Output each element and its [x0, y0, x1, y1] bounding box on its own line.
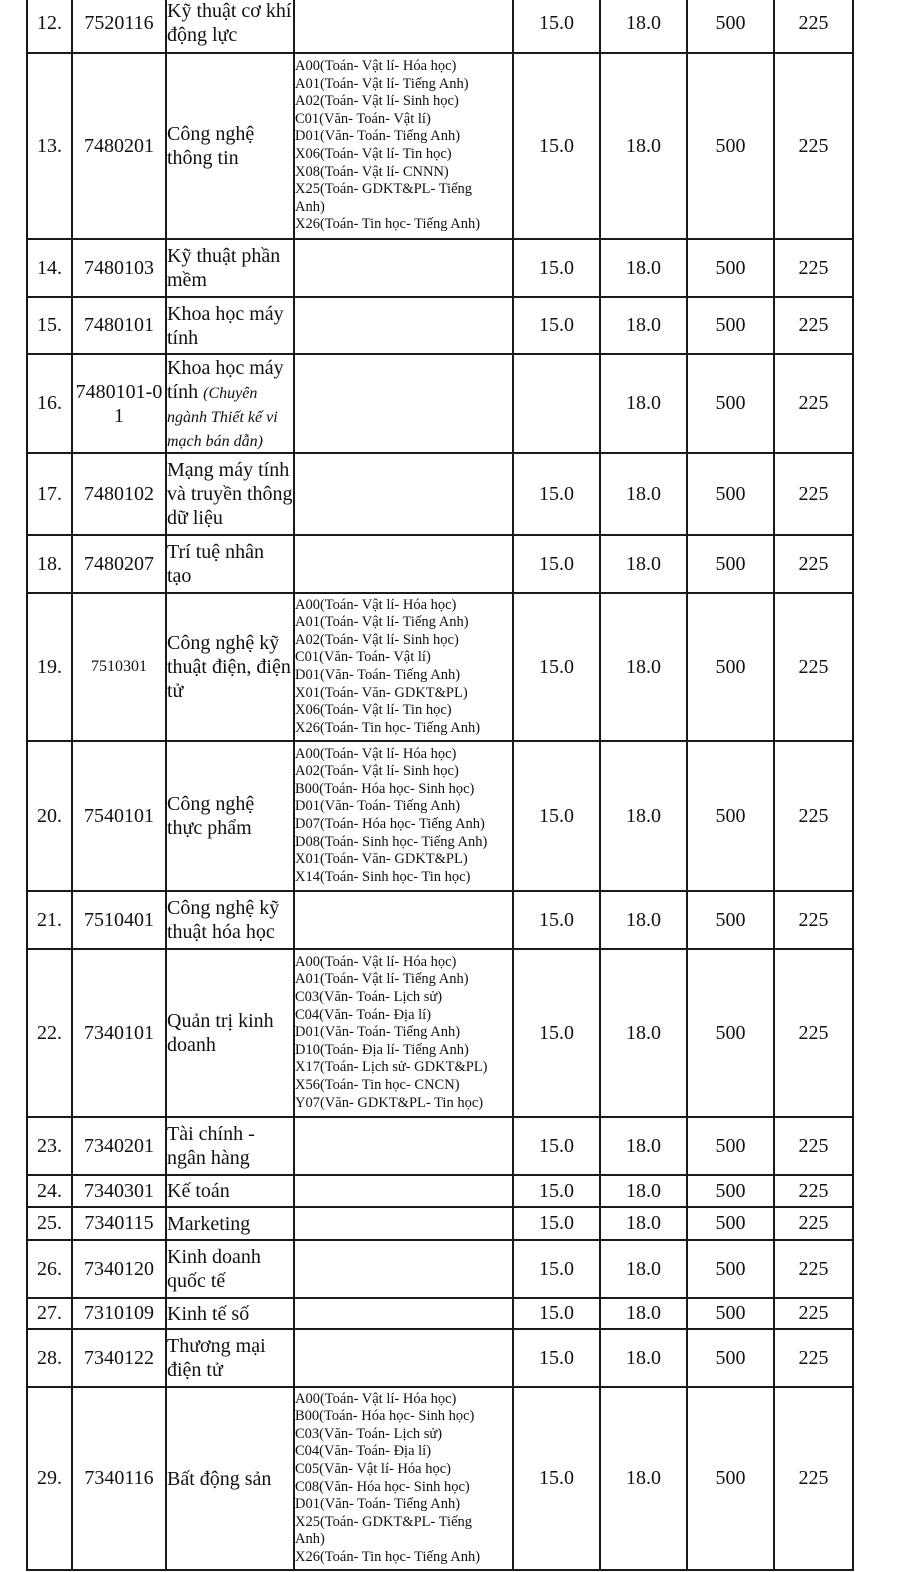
combination-item: C01(Văn- Toán- Vật lí)	[295, 110, 431, 127]
table-row	[27, 297, 853, 354]
combination-item: D01(Văn- Toán- Tiếng Anh)	[295, 1496, 461, 1513]
table-row	[27, 0, 853, 53]
score-a: 15.0	[513, 239, 600, 297]
major-name	[166, 297, 294, 354]
row-number: 12.	[27, 0, 72, 53]
row-number: 28.	[27, 1329, 72, 1387]
combination-item: A01(Toán- Vật lí- Tiếng Anh)	[295, 75, 469, 92]
major-code-text: 7540101	[84, 804, 154, 827]
score-a: 15.0	[513, 1240, 600, 1298]
major-name-text: Khoa học máy tính	[167, 356, 284, 403]
major-name-text: Thương mại điện tử	[167, 1335, 266, 1381]
table-row	[27, 453, 853, 535]
table-row	[27, 593, 853, 741]
major-code	[72, 354, 166, 453]
score-d: 225	[774, 593, 853, 741]
major-code-text: 7510301	[91, 658, 147, 675]
score-b: 18.0	[600, 1329, 687, 1387]
score-d: 225	[774, 297, 853, 354]
major-name-text: Mạng máy tính và truyền thông dữ liệu	[167, 459, 293, 529]
major-name-text: Kỹ thuật phần mềm	[167, 245, 281, 291]
subject-combinations	[294, 1298, 513, 1329]
table-body	[27, 0, 853, 1570]
combination-item: C05(Văn- Vật lí- Hóa học)	[295, 1460, 451, 1477]
combination-item: Anh)	[295, 198, 325, 215]
subject-combinations	[294, 891, 513, 949]
major-code-text: 7520116	[84, 11, 154, 34]
score-d: 225	[774, 1298, 853, 1329]
major-code-text: 7510401	[84, 908, 154, 931]
score-d: 225	[774, 1329, 853, 1387]
combination-item: D10(Toán- Địa lí- Tiếng Anh)	[295, 1041, 469, 1058]
combination-item: C08(Văn- Hóa học- Sinh học)	[295, 1478, 470, 1495]
subject-combinations	[294, 1240, 513, 1298]
major-code	[72, 1387, 166, 1570]
score-a: 15.0	[513, 949, 600, 1117]
subject-combinations	[294, 354, 513, 453]
major-code	[72, 53, 166, 239]
combination-item: A01(Toán- Vật lí- Tiếng Anh)	[295, 614, 469, 631]
score-a: 15.0	[513, 535, 600, 593]
score-a: 15.0	[513, 53, 600, 239]
subject-combinations	[294, 741, 513, 891]
score-c: 500	[687, 1298, 774, 1329]
row-number: 25.	[27, 1207, 72, 1240]
major-code-text: 7340301	[84, 1179, 154, 1202]
score-b: 18.0	[600, 741, 687, 891]
combination-item: A00(Toán- Vật lí- Hóa học)	[295, 745, 457, 762]
combination-item: D01(Văn- Toán- Tiếng Anh)	[295, 798, 461, 815]
score-c: 500	[687, 239, 774, 297]
row-number: 22.	[27, 949, 72, 1117]
combination-item: D01(Văn- Toán- Tiếng Anh)	[295, 667, 461, 683]
score-c: 500	[687, 297, 774, 354]
major-code	[72, 1329, 166, 1387]
score-b: 18.0	[600, 1207, 687, 1240]
table-row	[27, 1175, 853, 1207]
score-a: 15.0	[513, 1175, 600, 1207]
subject-combinations	[294, 453, 513, 535]
combination-item: X26(Toán- Tin học- Tiếng Anh)	[295, 216, 481, 233]
major-name	[166, 891, 294, 949]
score-c: 500	[687, 1207, 774, 1240]
major-name	[166, 1387, 294, 1570]
score-c: 500	[687, 0, 774, 53]
score-a: 15.0	[513, 891, 600, 949]
score-d: 225	[774, 354, 853, 453]
table-row	[27, 1329, 853, 1387]
row-number: 19.	[27, 593, 72, 741]
score-c: 500	[687, 535, 774, 593]
score-a: 15.0	[513, 1117, 600, 1175]
combination-item: C01(Văn- Toán- Vật lí)	[295, 649, 431, 666]
major-code	[72, 239, 166, 297]
subject-combinations	[294, 593, 513, 741]
major-name	[166, 535, 294, 593]
combination-item: A00(Toán- Vật lí- Hóa học)	[295, 1390, 457, 1407]
combination-item: Y07(Văn- GDKT&PL- Tin học)	[295, 1094, 484, 1111]
table-row	[27, 239, 853, 297]
subject-combinations	[294, 297, 513, 354]
score-c: 500	[687, 453, 774, 535]
score-d: 225	[774, 949, 853, 1117]
score-c: 500	[687, 354, 774, 453]
major-code-text: 7480201	[84, 134, 154, 157]
major-code	[72, 1207, 166, 1240]
major-name	[166, 1117, 294, 1175]
combination-item: A02(Toán- Vật lí- Sinh học)	[295, 763, 459, 780]
table-row	[27, 741, 853, 891]
major-code	[72, 593, 166, 741]
score-d: 225	[774, 891, 853, 949]
major-name-text: Công nghệ thực phẩm	[167, 793, 255, 839]
combination-item: X06(Toán- Vật lí- Tin học)	[295, 146, 452, 162]
subject-combinations	[294, 1117, 513, 1175]
combination-item: X06(Toán- Vật lí- Tin học)	[295, 702, 452, 719]
major-name	[166, 0, 294, 53]
combination-item: X26(Toán- Tin học- Tiếng Anh)	[295, 719, 481, 736]
major-code	[72, 453, 166, 535]
table-row	[27, 1240, 853, 1298]
score-a: 15.0	[513, 741, 600, 891]
score-b: 18.0	[600, 1298, 687, 1329]
combination-item: A00(Toán- Vật lí- Hóa học)	[295, 596, 457, 613]
major-name-text: Tài chính - ngân hàng	[167, 1123, 255, 1169]
major-code-text: 7340201	[84, 1134, 154, 1157]
table-row	[27, 535, 853, 593]
combination-item: X14(Toán- Sinh học- Tin học)	[295, 868, 471, 885]
score-b: 18.0	[600, 1387, 687, 1570]
table-row	[27, 1387, 853, 1570]
major-name	[166, 354, 294, 453]
score-c: 500	[687, 53, 774, 239]
major-code	[72, 1298, 166, 1329]
score-d: 225	[774, 1240, 853, 1298]
score-d: 225	[774, 453, 853, 535]
row-number: 24.	[27, 1175, 72, 1207]
subject-combinations	[294, 1329, 513, 1387]
subject-combinations	[294, 239, 513, 297]
score-c: 500	[687, 1387, 774, 1570]
combination-item: A00(Toán- Vật lí- Hóa học)	[295, 58, 457, 75]
combination-item: X26(Toán- Tin học- Tiếng Anh)	[295, 1548, 481, 1565]
major-code-text: 7340115	[84, 1212, 154, 1234]
score-b: 18.0	[600, 453, 687, 535]
score-c: 500	[687, 1117, 774, 1175]
combination-item: C03(Văn- Toán- Lịch sử)	[295, 1425, 443, 1442]
combination-item: A02(Toán- Vật lí- Sinh học)	[295, 631, 459, 648]
major-code	[72, 1240, 166, 1298]
table-row	[27, 1298, 853, 1329]
score-c: 500	[687, 891, 774, 949]
combination-item: X08(Toán- Vật lí- CNNN)	[295, 163, 449, 180]
combination-item: B00(Toán- Hóa học- Sinh học)	[295, 780, 475, 797]
row-number: 27.	[27, 1298, 72, 1329]
combination-item: A00(Toán- Vật lí- Hóa học)	[295, 953, 457, 970]
subject-combinations	[294, 1387, 513, 1570]
combination-item: X17(Toán- Lịch sử- GDKT&PL)	[295, 1059, 488, 1076]
subject-combinations	[294, 949, 513, 1117]
row-number: 23.	[27, 1117, 72, 1175]
score-c: 500	[687, 1329, 774, 1387]
major-code	[72, 297, 166, 354]
major-name	[166, 453, 294, 535]
score-b: 18.0	[600, 535, 687, 593]
subject-combinations	[294, 535, 513, 593]
combination-item: B00(Toán- Hóa học- Sinh học)	[295, 1408, 475, 1425]
combination-item: D08(Toán- Sinh học- Tiếng Anh)	[295, 833, 488, 850]
score-d: 225	[774, 1117, 853, 1175]
score-b: 18.0	[600, 297, 687, 354]
major-name-text: Kinh tế số	[167, 1302, 250, 1325]
combination-item: C04(Văn- Toán- Địa lí)	[295, 1443, 432, 1460]
combination-item: X25(Toán- GDKT&PL- Tiếng	[295, 181, 473, 198]
score-b: 18.0	[600, 53, 687, 239]
row-number: 17.	[27, 453, 72, 535]
table-row	[27, 1117, 853, 1175]
score-d: 225	[774, 1207, 853, 1240]
combination-item: C04(Văn- Toán- Địa lí)	[295, 1006, 432, 1023]
major-name	[166, 741, 294, 891]
score-d: 225	[774, 535, 853, 593]
major-code	[72, 0, 166, 53]
combination-item: D01(Văn- Toán- Tiếng Anh)	[295, 1024, 461, 1041]
major-code-text: 7310109	[84, 1302, 154, 1324]
major-name-text: Marketing	[167, 1212, 251, 1235]
score-a: 15.0	[513, 593, 600, 741]
major-name	[166, 1240, 294, 1298]
score-c: 500	[687, 593, 774, 741]
major-code-text: 7480103	[84, 256, 154, 279]
score-a: 15.0	[513, 453, 600, 535]
major-code	[72, 949, 166, 1117]
score-a: 15.0	[513, 297, 600, 354]
score-a: 15.0	[513, 1207, 600, 1240]
subject-combinations	[294, 53, 513, 239]
major-name-text: Kế toán	[167, 1180, 230, 1202]
row-number: 14.	[27, 239, 72, 297]
score-b: 18.0	[600, 239, 687, 297]
major-name-text: Khoa học máy tính	[167, 302, 284, 349]
table-row	[27, 354, 853, 453]
major-note: (Chuyên ngành Thiết kế vi mạch bán dẫn)	[167, 384, 278, 450]
table-row	[27, 949, 853, 1117]
major-name-text: Bất động sản	[167, 1467, 272, 1490]
score-d: 225	[774, 0, 853, 53]
major-code-text: 7340116	[84, 1467, 154, 1489]
major-code	[72, 535, 166, 593]
row-number: 16.	[27, 354, 72, 453]
score-b: 18.0	[600, 0, 687, 53]
combination-item: C03(Văn- Toán- Lịch sử)	[295, 989, 443, 1006]
subject-combinations	[294, 0, 513, 53]
combination-item: X25(Toán- GDKT&PL- Tiếng	[295, 1513, 473, 1530]
major-code-text: 7480101	[84, 314, 154, 336]
combination-item: Anh)	[295, 1531, 325, 1548]
row-number: 21.	[27, 891, 72, 949]
major-name	[166, 53, 294, 239]
major-code	[72, 741, 166, 891]
score-d: 225	[774, 53, 853, 239]
score-b: 18.0	[600, 1117, 687, 1175]
major-code	[72, 891, 166, 949]
major-name	[166, 1298, 294, 1329]
major-code-text: 7480207	[84, 552, 154, 575]
table-row	[27, 1207, 853, 1240]
combination-item: X56(Toán- Tin học- CNCN)	[295, 1076, 460, 1093]
major-name	[166, 949, 294, 1117]
major-name	[166, 239, 294, 297]
score-a: 15.0	[513, 1387, 600, 1570]
score-b: 18.0	[600, 1240, 687, 1298]
major-name	[166, 1329, 294, 1387]
score-a	[513, 354, 600, 453]
major-name	[166, 1207, 294, 1240]
row-number: 18.	[27, 535, 72, 593]
combination-item: A02(Toán- Vật lí- Sinh học)	[295, 93, 459, 110]
score-b: 18.0	[600, 949, 687, 1117]
score-b: 18.0	[600, 354, 687, 453]
major-name-text: Kinh doanh quốc tế	[167, 1246, 261, 1292]
row-number: 26.	[27, 1240, 72, 1298]
major-code-text: 7340101	[84, 1021, 154, 1044]
score-b: 18.0	[600, 593, 687, 741]
subject-combinations	[294, 1207, 513, 1240]
major-name-text: Kỹ thuật cơ khí động lực	[167, 0, 292, 46]
major-name	[166, 1175, 294, 1207]
admissions-table	[26, 0, 854, 1571]
major-name-text: Công nghệ kỹ thuật điện, điện tử	[167, 632, 291, 702]
row-number: 13.	[27, 53, 72, 239]
major-code-text: 7480101-01	[75, 380, 163, 427]
major-name-text: Công nghệ kỹ thuật hóa học	[167, 897, 280, 943]
score-a: 15.0	[513, 0, 600, 53]
row-number: 20.	[27, 741, 72, 891]
major-code-text: 7340122	[84, 1346, 154, 1369]
major-name-text: Trí tuệ nhân tạo	[167, 541, 265, 587]
score-c: 500	[687, 1175, 774, 1207]
major-name-text: Quản trị kinh doanh	[167, 1010, 274, 1056]
table-row	[27, 53, 853, 239]
score-c: 500	[687, 949, 774, 1117]
major-name-text: Công nghệ thông tin	[167, 123, 255, 169]
row-number: 29.	[27, 1387, 72, 1570]
score-d: 225	[774, 1387, 853, 1570]
score-a: 15.0	[513, 1298, 600, 1329]
subject-combinations	[294, 1175, 513, 1207]
major-code	[72, 1175, 166, 1207]
score-c: 500	[687, 741, 774, 891]
table-row	[27, 891, 853, 949]
score-d: 225	[774, 239, 853, 297]
combination-item: X01(Toán- Văn- GDKT&PL)	[295, 684, 468, 701]
score-c: 500	[687, 1240, 774, 1298]
score-d: 225	[774, 741, 853, 891]
major-code-text: 7480102	[84, 482, 154, 505]
combination-item: A01(Toán- Vật lí- Tiếng Anh)	[295, 971, 469, 988]
combination-item: D07(Toán- Hóa học- Tiếng Anh)	[295, 816, 485, 832]
score-a: 15.0	[513, 1329, 600, 1387]
row-number: 15.	[27, 297, 72, 354]
major-name	[166, 593, 294, 741]
score-b: 18.0	[600, 891, 687, 949]
combination-item: D01(Văn- Toán- Tiếng Anh)	[295, 128, 461, 145]
major-code	[72, 1117, 166, 1175]
score-d: 225	[774, 1175, 853, 1207]
score-b: 18.0	[600, 1175, 687, 1207]
combination-item: X01(Toán- Văn- GDKT&PL)	[295, 851, 468, 868]
major-code-text: 7340120	[84, 1257, 154, 1280]
